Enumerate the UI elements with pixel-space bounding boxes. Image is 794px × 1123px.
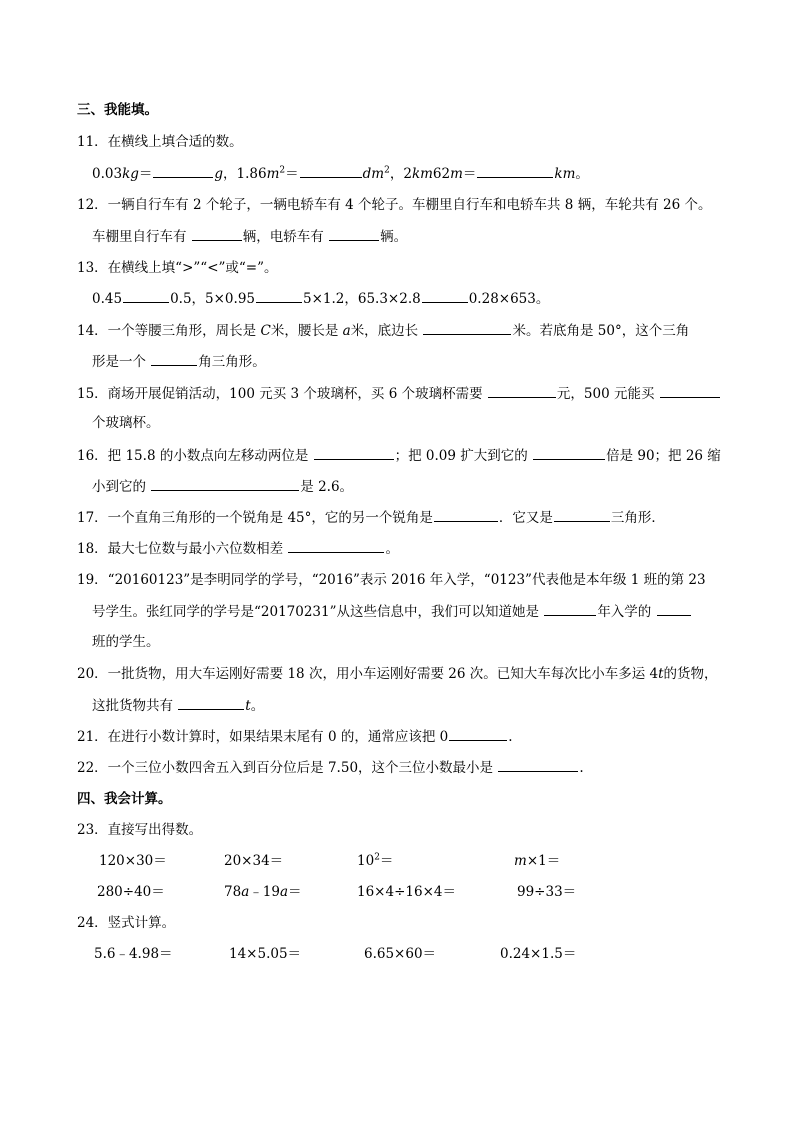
question-13-body: 0.45 0.5，5×0.95 5×1.2，65.3×2.8 0.28×653。 xyxy=(92,291,550,307)
answer-blank[interactable] xyxy=(488,384,556,398)
answer-blank[interactable] xyxy=(554,508,610,522)
question-13-title: 13．在横线上填“>”“<”或“=”。 xyxy=(77,260,278,276)
answer-blank[interactable] xyxy=(178,696,244,710)
answer-blank[interactable] xyxy=(434,508,498,522)
question-23-title: 23．直接写出得数。 xyxy=(77,822,203,838)
question-11-title: 11．在横线上填合适的数。 xyxy=(77,134,243,150)
question-18: 18．最大七位数与最小六位数相差 。 xyxy=(77,541,399,557)
question-20-line-2: 这批货物共有 t。 xyxy=(92,698,265,714)
answer-blank[interactable] xyxy=(153,164,213,178)
answer-blank[interactable] xyxy=(422,289,468,303)
question-21: 21．在进行小数计算时，如果结果末尾有 0 的，通常应该把 0 . xyxy=(77,729,513,745)
answer-blank[interactable] xyxy=(192,227,242,241)
question-19-line-3: 班的学生。 xyxy=(92,634,160,650)
vertical-calc-item: 6.65×60＝ xyxy=(364,946,437,962)
question-24-title: 24．竖式计算。 xyxy=(77,915,176,931)
section-4-heading: 四、我会计算。 xyxy=(77,791,172,807)
answer-blank[interactable] xyxy=(477,164,553,178)
calc-item: 78a﹣19a＝ xyxy=(224,884,302,900)
calc-item: m×1＝ xyxy=(514,853,561,869)
answer-blank[interactable] xyxy=(423,321,511,335)
answer-blank[interactable] xyxy=(151,352,197,366)
calc-item: 99÷33＝ xyxy=(517,884,577,900)
answer-blank[interactable] xyxy=(300,164,362,178)
question-19-line-1: 19．“20160123”是李明同学的学号，“2016”表示 2016 年入学，“0123”代表他是本年级 1 班的第 23 xyxy=(77,572,706,588)
vertical-calc-item: 0.24×1.5＝ xyxy=(500,946,577,962)
question-19-line-2: 号学生。张红同学的学号是“20170231”从这些信息中，我们可以知道她是 年入学的 xyxy=(92,602,692,620)
section-3-heading: 三、我能填。 xyxy=(77,102,158,118)
answer-blank[interactable] xyxy=(533,446,605,460)
vertical-calc-item: 14×5.05＝ xyxy=(229,946,302,962)
answer-blank[interactable] xyxy=(498,758,578,772)
question-17: 17．一个直角三角形的一个锐角是 45°，它的另一个锐角是 ．它又是 三角形． xyxy=(77,510,665,526)
answer-blank[interactable] xyxy=(329,227,379,241)
answer-blank[interactable] xyxy=(151,477,299,491)
question-11-body: 0.03kg＝ g，$1.86m^2= dm^2$，2km62m＝ km。 xyxy=(92,165,589,182)
question-22: 22．一个三位小数四舍五入到百分位后是 7.50，这个三位小数最小是 . xyxy=(77,760,584,776)
question-20-line-1: 20．一批货物，用大车运刚好需要 18 次，用小车运刚好需要 26 次。已知大车每次比小车多运 4t的货物， xyxy=(77,666,718,682)
calc-item: 120×30＝ xyxy=(99,853,167,869)
answer-blank[interactable] xyxy=(314,446,394,460)
question-14-line-1: 14．一个等腰三角形，周长是 C米，腰长是 a米，底边长 米。若底角是 50°，这个三角 xyxy=(77,323,690,339)
question-12-title: 12．一辆自行车有 2 个轮子，一辆电轿车有 4 个轮子。车棚里自行车和电轿车共 8 辆，车轮共有 26 个。 xyxy=(77,197,712,213)
answer-blank[interactable] xyxy=(123,289,169,303)
answer-blank[interactable] xyxy=(256,289,302,303)
question-16-line-1: 16．把 15.8 的小数点向左移动两位是 ；把 0.09 扩大到它的 倍是 90；把 26 缩 xyxy=(77,448,721,464)
question-15-line-2: 个玻璃杯。 xyxy=(92,415,160,431)
answer-blank[interactable] xyxy=(657,602,691,616)
calc-item: 20×34＝ xyxy=(224,853,284,869)
question-15-line-1: 15．商场开展促销活动，100 元买 3 个玻璃杯，买 6 个玻璃杯需要 元，500 元能买 xyxy=(77,384,721,402)
vertical-calc-item: 5.6﹣4.98＝ xyxy=(94,946,173,962)
answer-blank[interactable] xyxy=(449,727,507,741)
calc-item: 280÷40＝ xyxy=(97,884,165,900)
answer-blank[interactable] xyxy=(660,384,720,398)
calc-item: $10^2=$ xyxy=(357,852,394,869)
question-12-body: 车棚里自行车有 辆，电轿车有 辆。 xyxy=(92,229,408,245)
calc-item: 16×4÷16×4＝ xyxy=(357,884,456,900)
question-16-line-2: 小到它的 是 2.6。 xyxy=(92,479,354,495)
question-14-line-2: 形是一个 角三角形。 xyxy=(92,354,266,370)
answer-blank[interactable] xyxy=(544,602,596,616)
answer-blank[interactable] xyxy=(288,539,384,553)
